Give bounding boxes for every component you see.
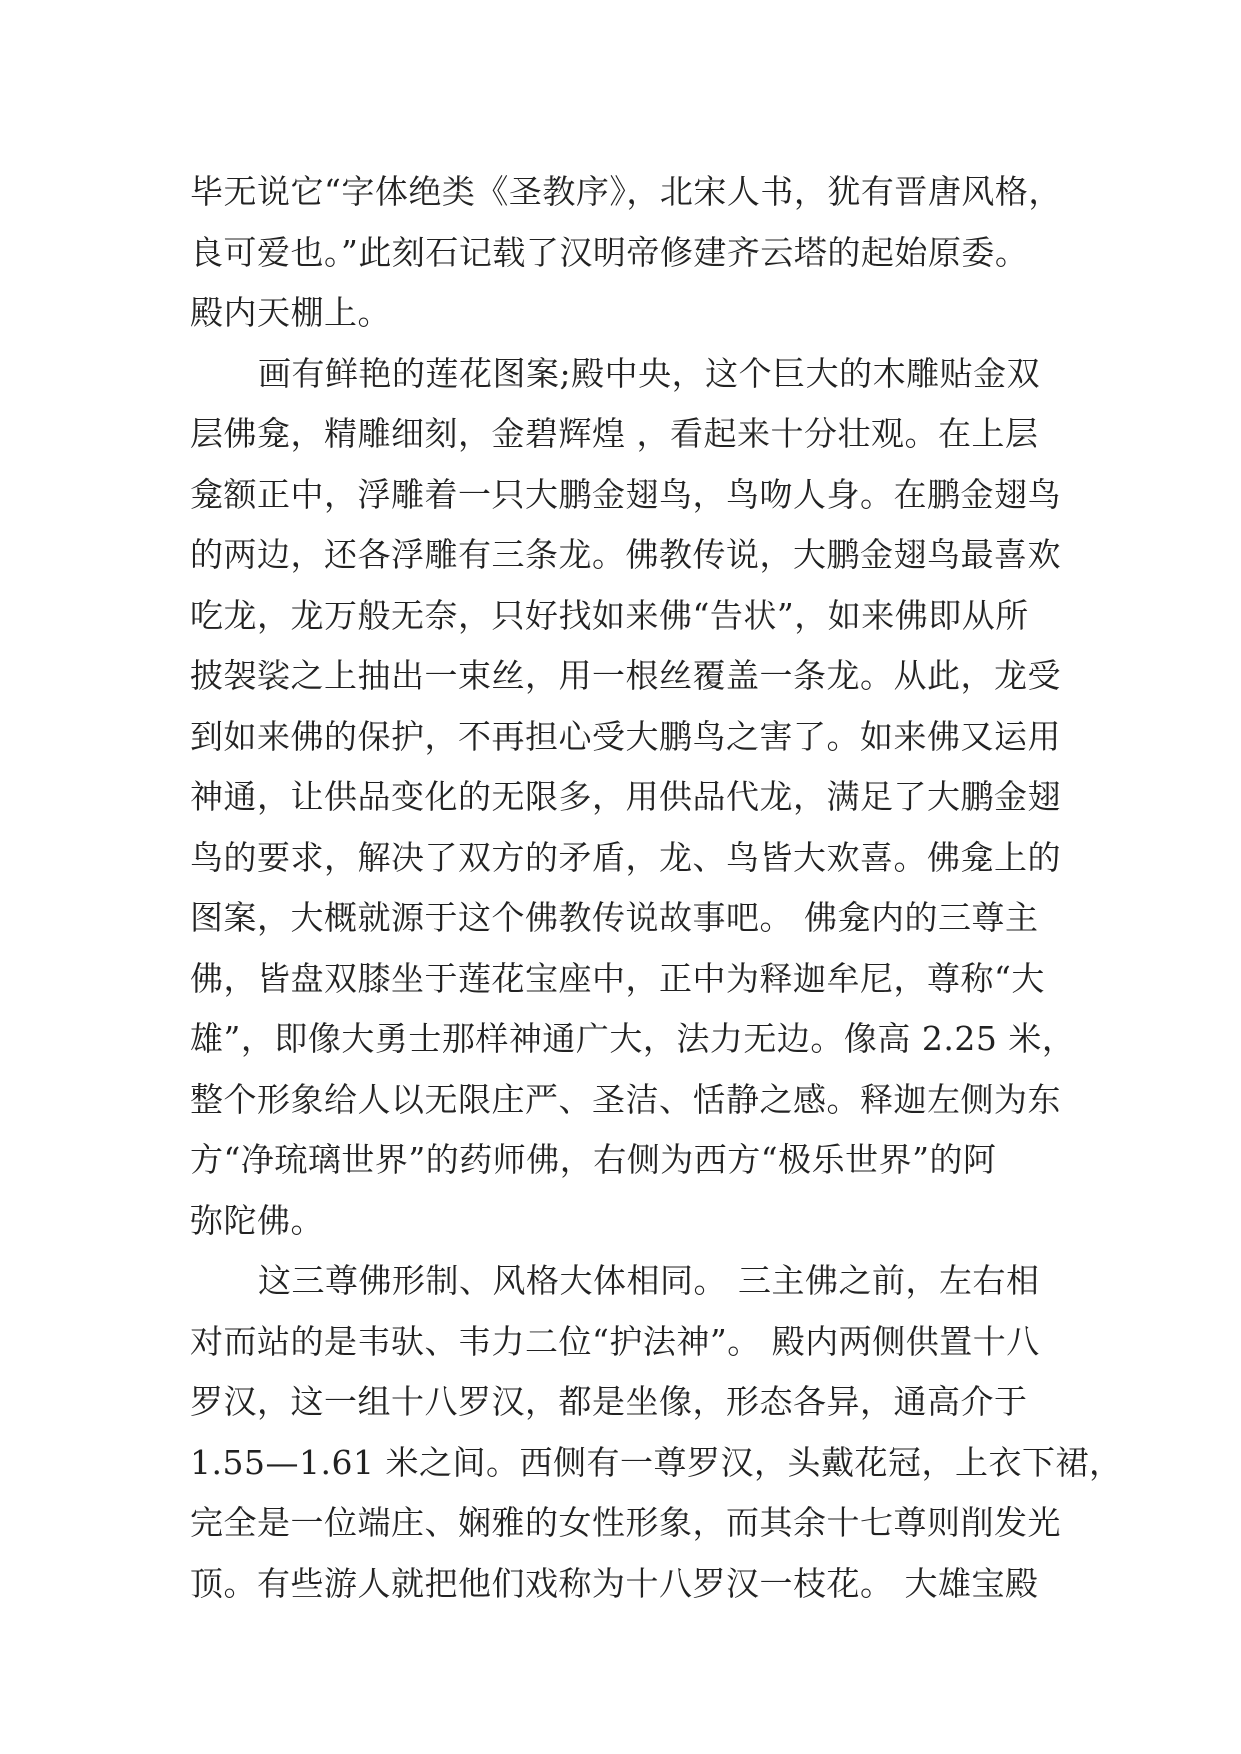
text-line: 画有鲜艳的莲花图案;殿中央，这个巨大的木雕贴金双 (258, 353, 1041, 393)
text-line: 这三尊佛形制、风格大体相同。 三主佛之前，左右相 (258, 1261, 1040, 1300)
text-line: 方“净琉璃世界”的药师佛，右侧为西方“极乐世界”的阿 (190, 1140, 997, 1179)
text-line: 顶。有些游人就把他们戏称为十八罗汉一枝花。 大雄宝殿 (190, 1563, 1039, 1603)
text-line: 完全是一位端庄、娴雅的女性形象，而其余十七尊则削发光 (190, 1503, 1061, 1542)
text-line: 雄”，即像大勇士那样神通广大，法力无边。像高 2.25 米， (190, 1019, 1076, 1058)
text-line: 披袈裟之上抽出一束丝，用一根丝覆盖一条龙。从此，龙受 (190, 656, 1061, 695)
text-line: 整个形象给人以无限庄严、圣洁、恬静之感。释迦左侧为东 (190, 1079, 1061, 1119)
text-line: 吃龙，龙万般无奈，只好找如来佛“告状”，如来佛即从所 (190, 595, 1029, 635)
text-line: 良可爱也。”此刻石记载了汉明帝修建齐云塔的起始原委。 (190, 232, 1029, 272)
text-line: 层佛龛，精雕细刻，金碧辉煌 ，看起来十分壮观。在上层 (190, 414, 1039, 453)
text-line: 神通，让供品变化的无限多，用供品代龙，满足了大鹏金翅 (190, 777, 1061, 816)
text-line: 殿内天棚上。 (190, 293, 391, 332)
text-line: 对而站的是韦驮、韦力二位“护法神”。 殿内两侧供置十八 (190, 1321, 1040, 1361)
text-line: 鸟的要求，解决了双方的矛盾，龙、鸟皆大欢喜。佛龛上的 (190, 837, 1061, 877)
text-line: 弥陀佛。 (190, 1200, 324, 1240)
text-line: 龛额正中，浮雕着一只大鹏金翅鸟，鸟吻人身。在鹏金翅鸟 (190, 474, 1061, 514)
text-line: 图案，大概就源于这个佛教传说故事吧。 佛龛内的三尊主 (190, 898, 1039, 937)
text-line: 毕无说它“字体绝类《圣教序》，北宋人书，犹有晋唐风格， (190, 172, 1062, 211)
text-line: 佛，皆盘双膝坐于莲花宝座中，正中为释迦牟尼，尊称“大 (190, 958, 1045, 998)
body-text (190, 162, 1123, 1614)
text-line: 罗汉，这一组十八罗汉，都是坐像，形态各异，通高介于 (190, 1382, 1028, 1421)
text-line: 的两边，还各浮雕有三条龙。佛教传说，大鹏金翅鸟最喜欢 (190, 535, 1061, 574)
text-line: 1.55—1.61 米之间。西侧有一尊罗汉，头戴花冠，上衣下裙， (190, 1442, 1123, 1482)
text-line: 到如来佛的保护，不再担心受大鹏鸟之害了。如来佛又运用 (190, 716, 1061, 756)
